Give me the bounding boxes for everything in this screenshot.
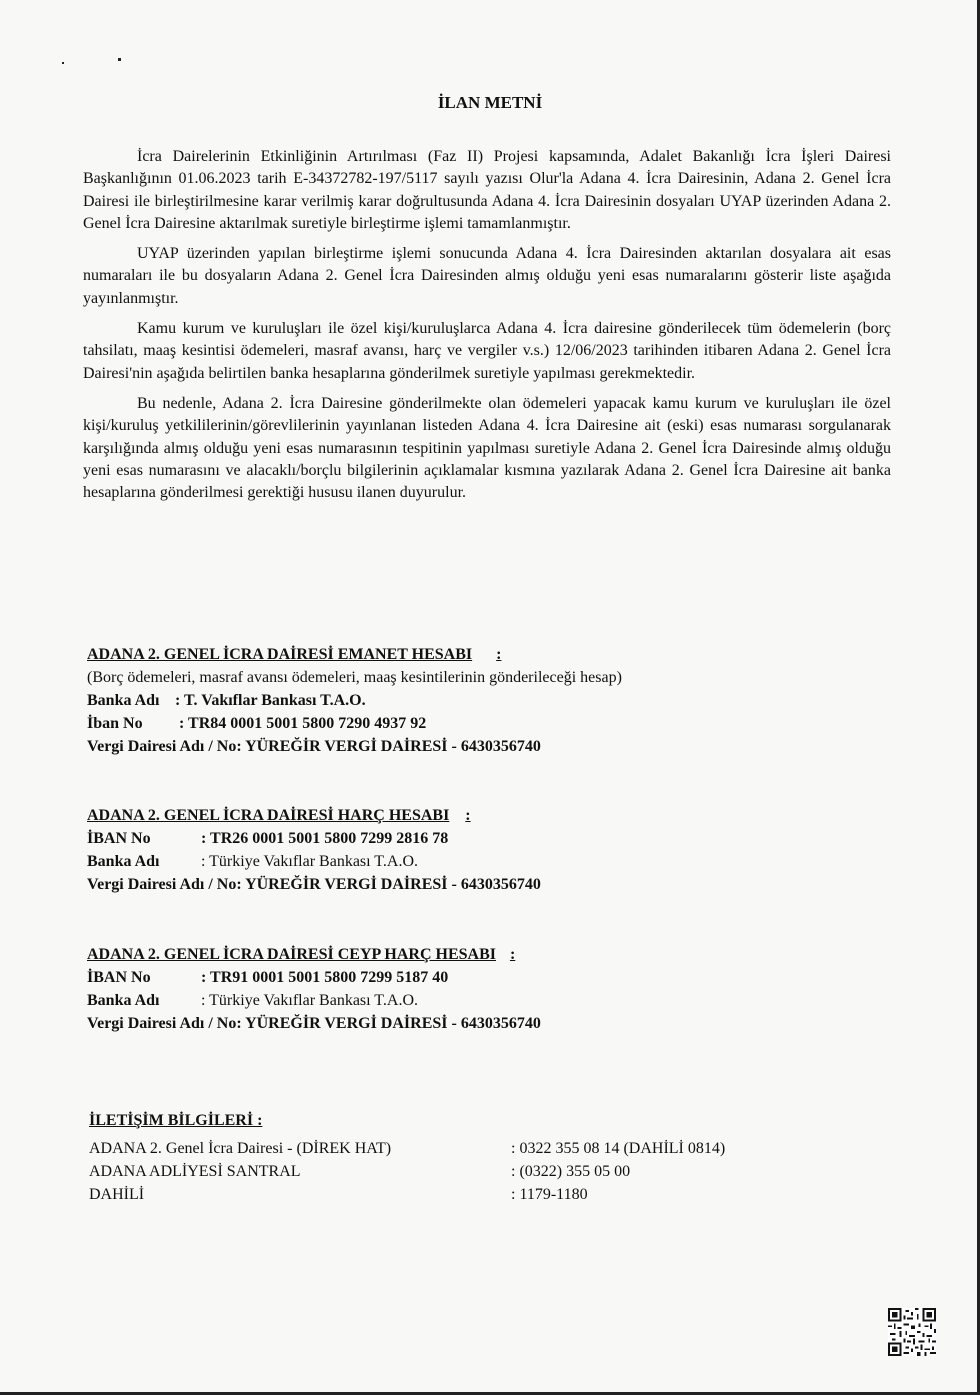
document-title: İLAN METNİ: [437, 93, 543, 112]
harc-iban-value: : TR26 0001 5001 5800 7299 2816 78: [201, 830, 449, 847]
announcement-body: [83, 146, 891, 512]
ceyp-bank-label: Banka Adı: [87, 992, 160, 1009]
harc-iban-row: [87, 827, 541, 850]
emanet-iban-label: İban No: [87, 715, 143, 732]
emanet-heading: ADANA 2. GENEL İCRA DAİRESİ EMANET HESABI :: [87, 646, 502, 663]
harc-bank-row: [87, 850, 541, 873]
emanet-bank-label: Banka Adı: [87, 692, 160, 709]
ceyp-account-section: [87, 943, 541, 1035]
contact-value: : 0322 355 08 14 (DAHİLİ 0814): [511, 1140, 726, 1157]
emanet-bank-value: : T. Vakıflar Bankası T.A.O.: [175, 692, 366, 709]
harc-heading: ADANA 2. GENEL İCRA DAİRESİ HARÇ HESABI :: [87, 807, 471, 824]
harc-heading-row: [87, 804, 541, 827]
ceyp-iban-row: [87, 966, 541, 989]
harc-bank-value: : Türkiye Vakıflar Bankası T.A.O.: [201, 853, 418, 870]
emanet-tax-office: Vergi Dairesi Adı / No: YÜREĞİR VERGİ DAİRESİ - 6430356740: [87, 738, 541, 755]
contact-name: ADANA 2. Genel İcra Dairesi - (DİREK HAT): [89, 1140, 392, 1157]
paragraph: UYAP üzerinden yapılan birleştirme işlemi sonucunda Adana 4. İcra Dairesinden aktarılan dosyalara ait esas numaraları ile bu dosyaların Adana 2. Genel İcra Dairesinden almış olduğu yeni esas numaralarını gösterir liste aşağıda yayınlanmıştır.: [83, 245, 891, 307]
harc-bank-label: Banka Adı: [87, 853, 160, 870]
emanet-note: (Borç ödemeleri, masraf avansı ödemeleri, maaş kesintilerinin gönderileceği hesap): [87, 669, 622, 686]
emanet-heading-row: [87, 643, 622, 666]
contact-value: : 1179-1180: [511, 1186, 588, 1203]
emanet-iban-value: : TR84 0001 5001 5800 7290 4937 92: [179, 715, 427, 732]
harc-tax-office: Vergi Dairesi Adı / No: YÜREĞİR VERGİ DAİRESİ - 6430356740: [87, 876, 541, 893]
paragraph: Kamu kurum ve kuruluşları ile özel kişi/kuruluşlarca Adana 4. İcra dairesine gönderilecek tüm ödemelerin (borç tahsilatı, maaş kesintisi ödemeleri, masraf avansı, harç ve vergiler v.s.) 12/06/2023 tarihinden itibaren Adana 2. Genel İcra Dairesi'nin aşağıda belirtilen banka hesaplarına gönderilmek suretiyle yapılması gerekmektedir.: [83, 320, 891, 382]
contact-name: DAHİLİ: [89, 1186, 145, 1203]
qr-code-icon: [888, 1308, 936, 1356]
paragraph: Bu nedenle, Adana 2. İcra Dairesine gönderilmekte olan ödemeleri yapacak kamu kurum ve kuruluşları ile özel kişi/kuruluş yetkililerinin/görevlilerinin yayınlanan listeden Adana 4. İcra Dairesine ait (eski) esas numarası sorgulanarak karşılığında almış olduğu yeni esas numarasının tespitinin yapılması suretiyle Adana 2. Genel İcra Dairesinde almış olduğu yeni esas numarasını ve alacaklı/borçlu bilgilerinin açıklamalar kısmına yazılarak Adana 2. Genel İcra Dairesine ait banka hesaplarına gönderilmesi gerektiği hususu ilanen duyurulur.: [83, 394, 891, 502]
ceyp-iban-label: İBAN No: [87, 969, 151, 986]
harc-iban-label: İBAN No: [87, 830, 151, 847]
scan-speck: [62, 62, 64, 64]
contact-value: : (0322) 355 05 00: [511, 1163, 631, 1180]
contact-heading: İLETİŞİM BİLGİLERİ :: [89, 1112, 263, 1129]
ceyp-bank-row: [87, 989, 541, 1012]
scan-speck: [118, 58, 121, 61]
ceyp-heading: ADANA 2. GENEL İCRA DAİRESİ CEYP HARÇ HESABI :: [87, 946, 516, 963]
ceyp-iban-value: : TR91 0001 5001 5800 7299 5187 40: [201, 969, 449, 986]
emanet-bank-row: [87, 689, 622, 712]
ceyp-tax-office: Vergi Dairesi Adı / No: YÜREĞİR VERGİ DAİRESİ - 6430356740: [87, 1015, 541, 1032]
paragraph: İcra Dairelerinin Etkinliğinin Artırılması (Faz II) Projesi kapsamında, Adalet Bakanlığı İcra İşleri Dairesi Başkanlığının 01.06.2023 tarih E-34372782-197/5117 sayılı yazısı Olur'la Adana 4. İcra Dairesinin, Adana 2. Genel İcra Dairesi ile birleştirilmesine karar verilmiş karar doğrultusunda Adana 4. İcra Dairesinin dosyaları UYAP üzerinden Adana 2. Genel İcra Dairesine aktarılmak suretiyle birleştirme işlemi tamamlanmıştır.: [83, 148, 891, 232]
ceyp-bank-value: : Türkiye Vakıflar Bankası T.A.O.: [201, 992, 418, 1009]
contact-name: ADANA ADLİYESİ SANTRAL: [89, 1163, 301, 1180]
harc-account-section: [87, 804, 541, 896]
emanet-account-section: [87, 643, 622, 758]
emanet-iban-row: [87, 712, 622, 735]
ceyp-heading-row: [87, 943, 541, 966]
